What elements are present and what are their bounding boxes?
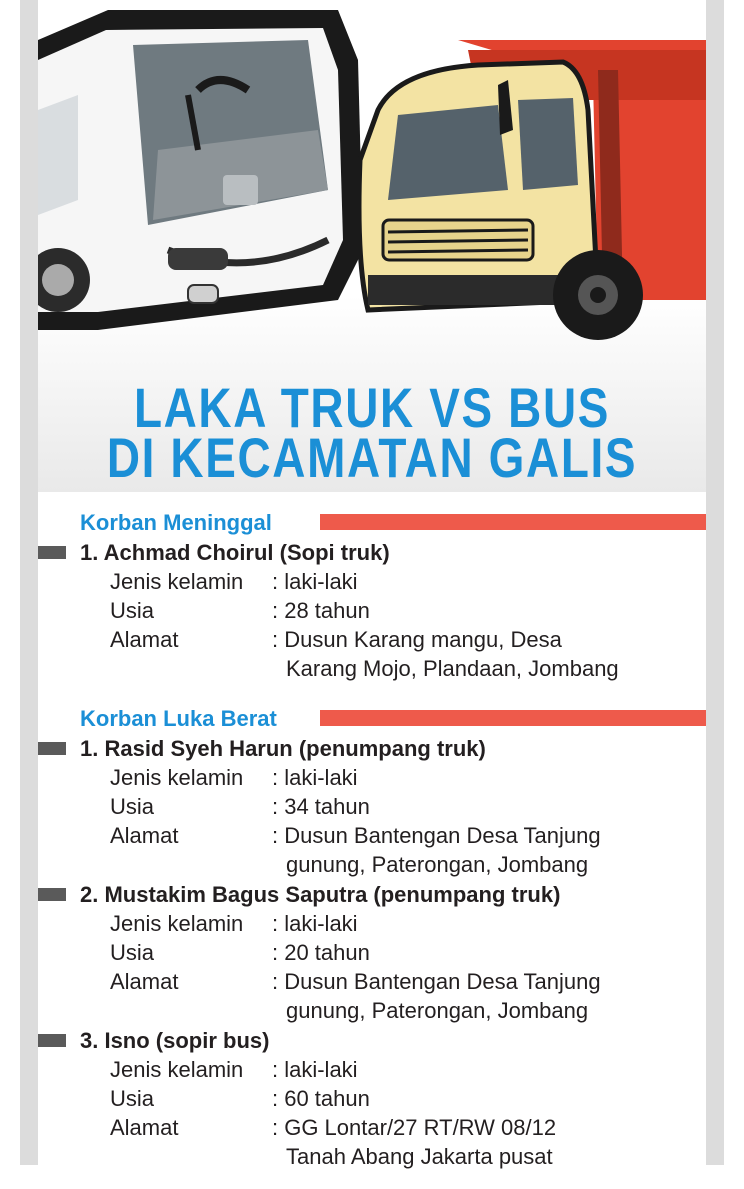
age-label: Usia [110, 940, 155, 965]
address-line-2: Tanah Abang Jakarta pusat [286, 1144, 553, 1169]
address-line-1: : Dusun Bantengan Desa Tanjung [272, 823, 601, 848]
section-heading-deceased: Korban Meninggal [80, 510, 272, 535]
section-heading-injured: Korban Luka Berat [80, 706, 277, 731]
gender-label: Jenis kelamin [110, 911, 244, 936]
section-rule-injured [320, 710, 706, 726]
address-line-1: : GG Lontar/27 RT/RW 08/12 [272, 1115, 557, 1140]
address-line-1: : Dusun Karang mangu, Desa [272, 627, 562, 652]
person-name: 1. Rasid Syeh Harun (penumpang truk) [80, 736, 486, 761]
age-label: Usia [110, 1086, 155, 1111]
person-name: 2. Mustakim Bagus Saputra (penumpang truk) [80, 882, 561, 907]
dump-truck-icon [359, 40, 706, 340]
address-line-2: gunung, Paterongan, Jombang [286, 852, 589, 877]
bullet-marker [38, 546, 66, 559]
section-rule-deceased [320, 514, 706, 530]
bus-icon [38, 10, 363, 330]
left-frame-bar [20, 0, 38, 1165]
age-value: : 34 tahun [272, 794, 370, 819]
age-value: : 20 tahun [272, 940, 370, 965]
address-line-2: gunung, Paterongan, Jombang [286, 998, 589, 1023]
headline-line-1: LAKA TRUK VS BUS [133, 376, 611, 439]
address-label: Alamat [110, 823, 179, 848]
age-value: : 28 tahun [272, 598, 370, 623]
address-label: Alamat [110, 969, 179, 994]
age-label: Usia [110, 598, 155, 623]
headline-line-2: DI KECAMATAN GALIS [106, 426, 638, 489]
person-name: 1. Achmad Choirul (Sopi truk) [80, 540, 390, 565]
age-value: : 60 tahun [272, 1086, 370, 1111]
gender-label: Jenis kelamin [110, 1057, 244, 1082]
address-label: Alamat [110, 1115, 179, 1140]
gender-label: Jenis kelamin [110, 765, 244, 790]
address-line-1: : Dusun Bantengan Desa Tanjung [272, 969, 601, 994]
bullet-marker [38, 1034, 66, 1047]
address-line-2: Karang Mojo, Plandaan, Jombang [286, 656, 619, 681]
age-label: Usia [110, 794, 155, 819]
gender-value: : laki-laki [272, 1057, 358, 1082]
bullet-marker [38, 888, 66, 901]
gender-value: : laki-laki [272, 765, 358, 790]
bullet-marker [38, 742, 66, 755]
gender-value: : laki-laki [272, 569, 358, 594]
gender-value: : laki-laki [272, 911, 358, 936]
person-name: 3. Isno (sopir bus) [80, 1028, 270, 1053]
right-frame-bar [706, 0, 724, 1165]
address-label: Alamat [110, 627, 179, 652]
gender-label: Jenis kelamin [110, 569, 244, 594]
